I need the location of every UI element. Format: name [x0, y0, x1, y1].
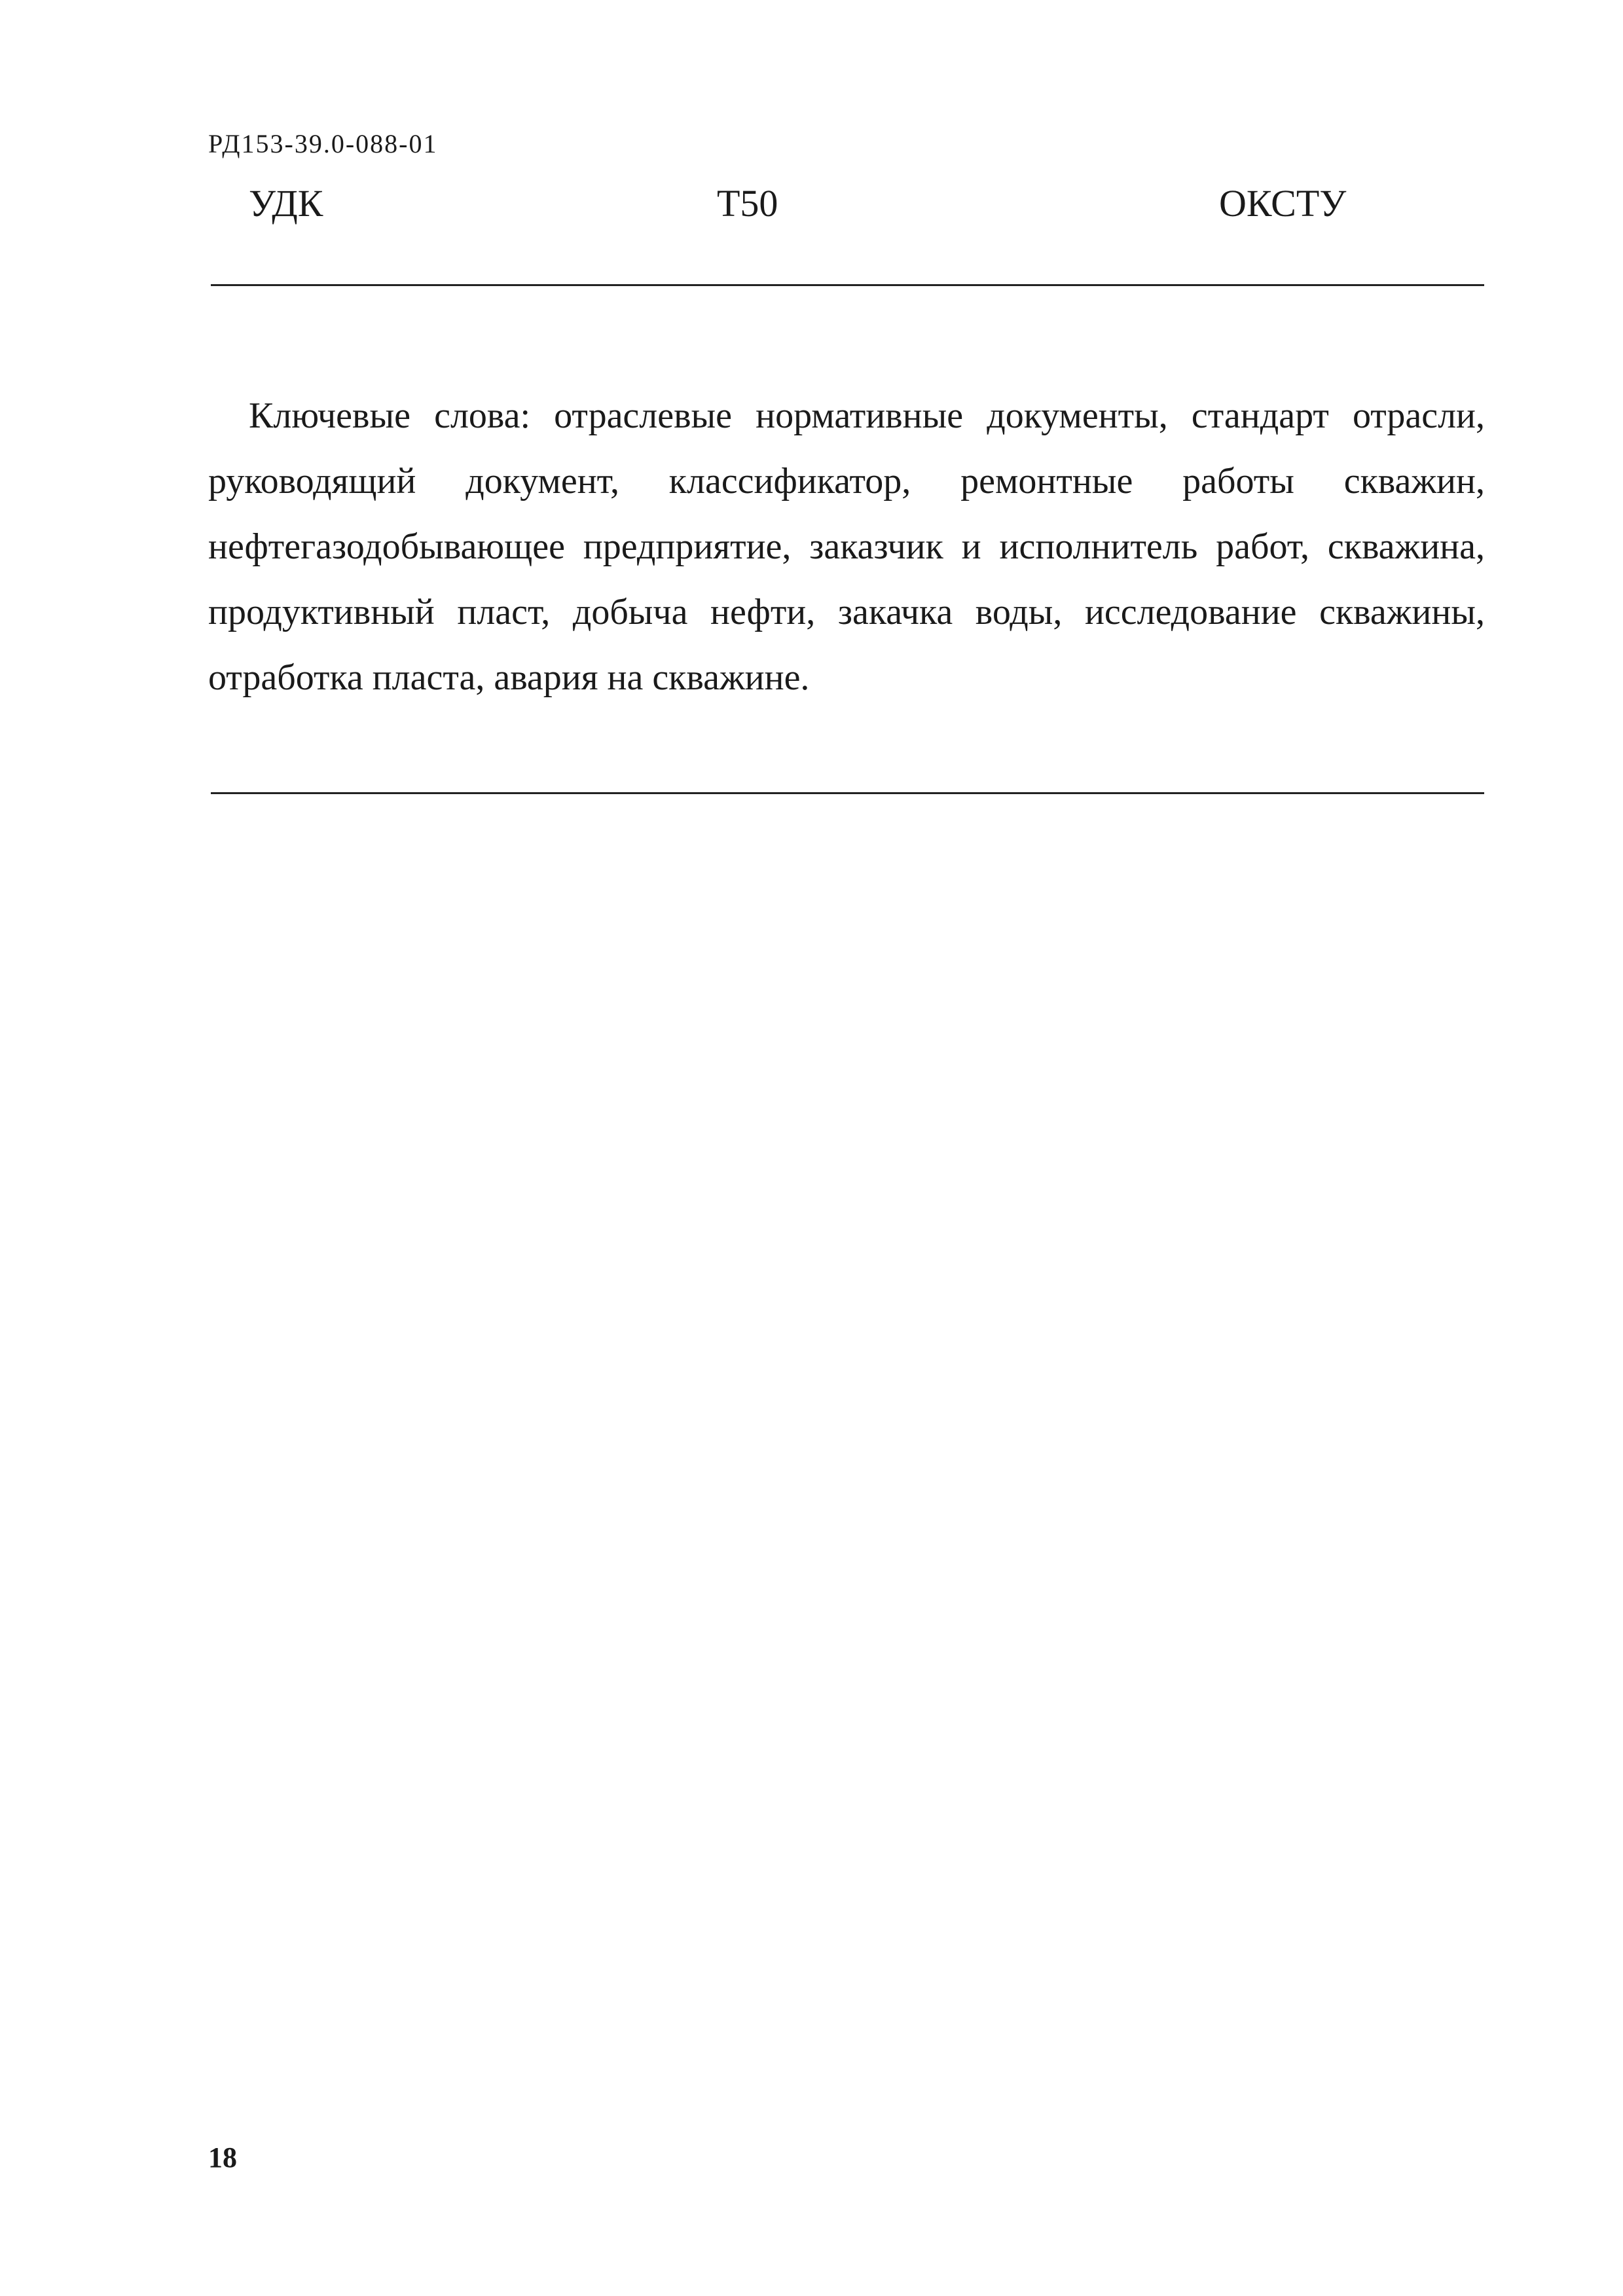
- top-divider: [211, 284, 1484, 286]
- keywords-paragraph: Ключевые слова: отраслевые нормативные документы, стандарт отрасли, руководящий документ, классификатор, ремонтные работы скважин, нефтегазодобывающее предприятие, заказчик и исполнитель работ, скважина, продуктивный пласт, добыча нефти, закачка воды, исследование скважины, отработка пласта, авария на скважине.: [208, 395, 1485, 698]
- okstu-label: ОКСТУ: [1219, 182, 1347, 225]
- class-code: Т50: [717, 182, 778, 225]
- document-code: РД153-39.0-088-01: [208, 129, 438, 158]
- page-number: 18: [208, 2141, 237, 2174]
- udk-label: УДК: [249, 182, 323, 225]
- bottom-divider: [211, 792, 1484, 794]
